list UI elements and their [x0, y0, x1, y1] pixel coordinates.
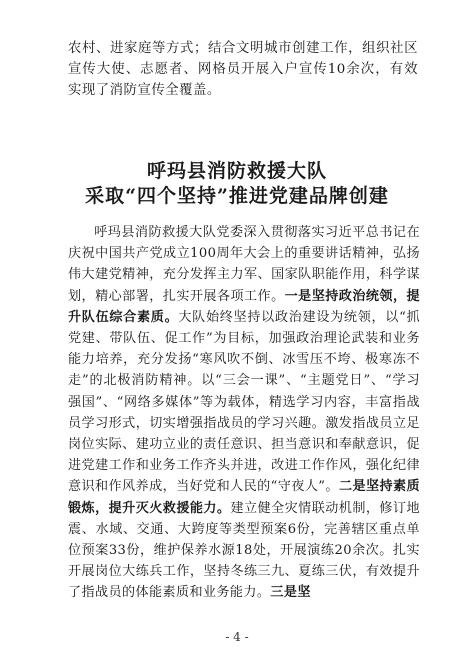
article-body — [68, 222, 420, 604]
bold-heading-2: 二是坚持素质锻炼，提升灭火救援能力。 — [68, 479, 420, 516]
article-paragraph — [68, 222, 420, 604]
bold-heading-3: 三是坚 — [270, 585, 311, 601]
intro-paragraph — [68, 38, 418, 101]
body-text-2: 大队始终坚持以政治建设为统领，以“抓党建、带队伍、促工作”为目标，加强政治理论武装和业务能力培养，充分发扬“寒风吹不倒、冰雪压不垮、极寒冻不走”的北极消防精神。以“三会一课”、“主题党日”、“学习强国”、“网络多媒体”等为载体，精选学习内容，丰富指战员学习形式，切实增强指战员的学习兴趣。激发指战员立足岗位实际、建功立业的责任意识、担当意识和奉献意识，促进党建工作和业务工作齐头并进，改进工作作风，强化纪律意识和作风养成，当好党和人民的“守夜人”。 — [68, 309, 420, 495]
body-text-1: 呼玛县消防救援大队党委深入贯彻落实习近平总书记在庆祝中国共产党成立100周年大会上的重要讲话精神，弘扬伟大建党精神，充分发挥主力军、国家队职能作用，科学谋划，精心部署，扎实开展各项工作。 — [68, 225, 420, 304]
page-number: - 4 - — [225, 630, 249, 644]
bold-heading-1: 一是坚持政治统领，提升队伍综合素质。 — [68, 288, 420, 325]
intro-text: 农村、进家庭等方式；结合文明城市创建工作，组织社区宣传大使、志愿者、网格员开展入户宣传10余次，有效实现了消防宣传全覆盖。 — [68, 41, 418, 98]
article-title-line2: 采取“四个坚持”推进党建品牌创建 — [85, 185, 389, 207]
body-text-3: 建立健全灾情联动机制，修订地震、水域、交通、大跨度等类型预案6份，完善辖区重点单位预案33份，维护保养水源18处，开展演练20余次。扎实开展岗位大练兵工作，坚持冬练三九、夏练三伏，有效提升了指战员的体能素质和业务能力。 — [68, 500, 420, 601]
article-title-line1: 呼玛县消防救援大队 — [146, 160, 327, 182]
